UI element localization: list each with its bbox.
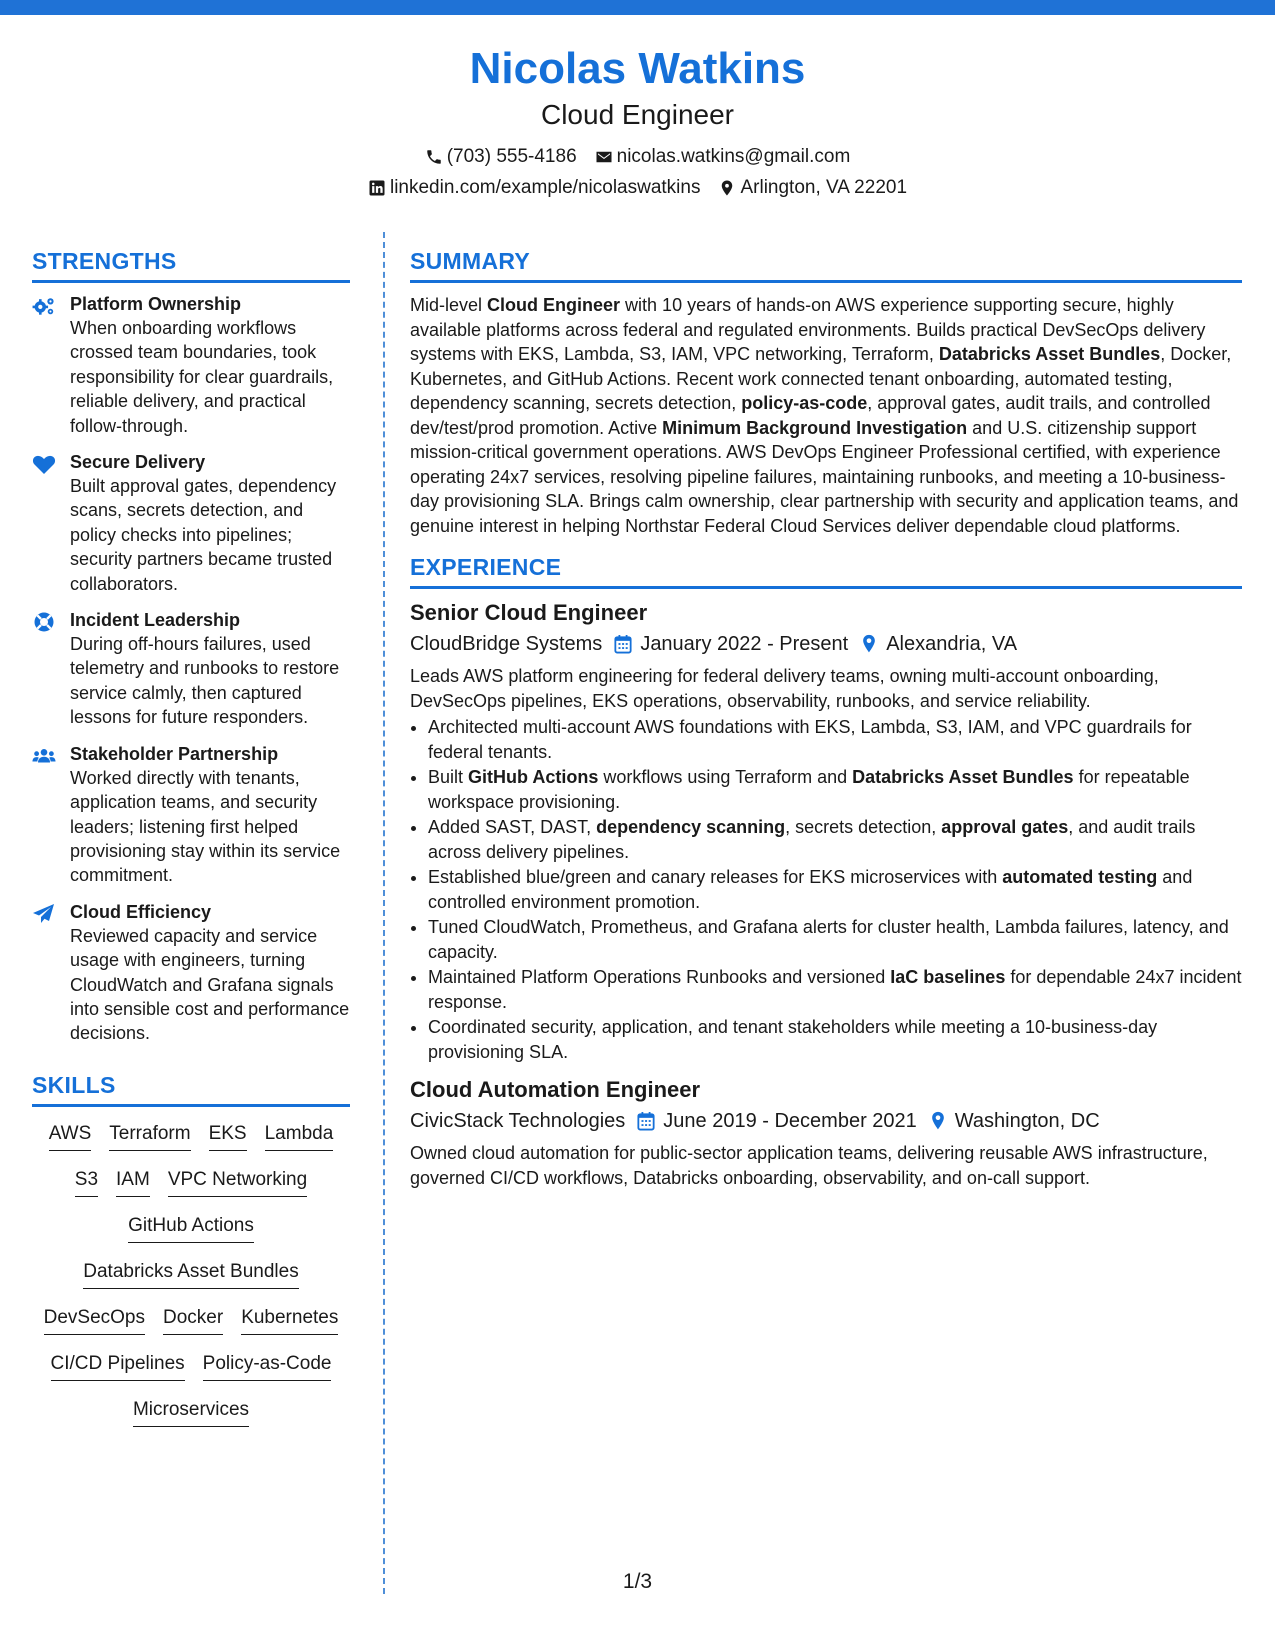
bold-text: Minimum Background Investigation [662, 417, 968, 438]
job-bullet [428, 815, 1242, 864]
strength-title: Stakeholder Partnership [70, 743, 279, 764]
job-bullet [428, 715, 1242, 764]
calendar-icon [637, 1111, 655, 1131]
strength-desc: Worked directly with tenants, application teams, and security leaders; listening first helped provisioning stay within its service commitment. [70, 767, 341, 886]
strength-desc: Reviewed capacity and service usage with engineers, turning CloudWatch and Grafana signals into sensible cost and performance decisions. [70, 925, 350, 1044]
text-segment: Mid-level [410, 295, 488, 315]
text-segment: for dependable 24x7 incident response. [428, 967, 1242, 1012]
paper-plane-icon [32, 903, 56, 925]
skill-tag: DevSecOps [44, 1305, 145, 1335]
skill-tag: Databricks Asset Bundles [83, 1259, 298, 1289]
job-location-text: Alexandria, VA [886, 633, 1018, 655]
strength-desc: When onboarding workflows crossed team boundaries, took responsibility for clear guardrails, reliable delivery, and practical follow-through. [70, 318, 334, 436]
text-segment: Coordinated security, application, and tenant stakeholders while meeting a 10-business-day provisioning SLA. [428, 1017, 1158, 1062]
calendar-icon [614, 634, 632, 654]
job-bullet [428, 865, 1242, 914]
text-segment: , approval gates, audit trails, and controlled dev/test/prod promotion. Active [410, 393, 1211, 438]
bold-text: policy-as-code [741, 393, 868, 413]
candidate-name: Nicolas Watkins [469, 44, 806, 93]
location-contact [718, 176, 907, 200]
strength-item [32, 293, 350, 438]
job-location [860, 630, 1017, 658]
job-bullet [428, 765, 1242, 814]
strengths-title: STRENGTHS [32, 246, 350, 283]
text-segment: Established blue/green and canary releases for EKS microservices with [428, 867, 1003, 887]
text-segment: Architected multi-account AWS foundations with EKS, Lambda, S3, IAM, and VPC guardrails for federal tenants. [428, 717, 1192, 762]
bold-text: Databricks Asset Bundles [852, 767, 1074, 787]
strength-item [32, 451, 350, 596]
linkedin-text: linkedin.com/example/nicolaswatkins [389, 177, 701, 198]
map-pin-icon [718, 179, 736, 197]
summary-title: SUMMARY [410, 246, 1242, 283]
users-icon [32, 745, 56, 767]
text-segment: Tuned CloudWatch, Prometheus, and Grafana alerts for cluster health, Lambda failures, latency, and capacity. [428, 917, 1229, 962]
right-column [410, 246, 1242, 1190]
gears-icon [32, 295, 56, 317]
skill-tag: GitHub Actions [128, 1213, 254, 1243]
text-segment: with 10 years of hands-on AWS experience supporting secure, highly available platforms across federal and regulated environments. Builds practical DevSecOps delivery systems with EKS, Lambda, S3, IAM, VPC networking, Terraform, [410, 295, 1206, 364]
page-number: 1/3 [622, 1570, 653, 1593]
strength-title: Cloud Efficiency [70, 901, 212, 922]
skill-tag: Terraform [109, 1121, 190, 1151]
strength-item [32, 743, 350, 888]
strength-item [32, 901, 350, 1046]
bold-text: approval gates [941, 817, 1069, 837]
job-bullet [428, 1015, 1242, 1064]
text-segment: , and audit trails across delivery pipelines. [428, 817, 1196, 862]
job-dates [637, 1107, 917, 1135]
column-divider [383, 232, 385, 1594]
strength-desc: During off-hours failures, used telemetry and runbooks to restore service calmly, then captured lessons for future responders. [70, 634, 340, 728]
skill-tag: Docker [163, 1305, 223, 1335]
text-segment: , Docker, Kubernetes, and GitHub Actions. Recent work connected tenant onboarding, automated testing, dependency scanning, secrets detection, [410, 344, 1232, 413]
map-pin-icon [929, 1111, 947, 1131]
skill-tag: Kubernetes [241, 1305, 338, 1335]
life-ring-icon [32, 611, 56, 633]
summary-text [410, 293, 1242, 538]
skills-list [32, 1121, 350, 1443]
strength-item [32, 609, 350, 730]
job-company: CloudBridge Systems [410, 633, 603, 655]
top-accent-bar [0, 0, 1275, 15]
contact-row-2 [0, 176, 1275, 200]
skill-tag: Policy-as-Code [203, 1351, 332, 1381]
job-bullets [410, 715, 1242, 1064]
skill-tag: EKS [209, 1121, 247, 1151]
candidate-role: Cloud Engineer [540, 99, 735, 130]
job-description: Owned cloud automation for public-sector application teams, delivering reusable AWS infrastructure, governed CI/CD workflows, Databricks onboarding, observability, and on-call support. [410, 1143, 1208, 1188]
text-segment: and controlled environment promotion. [428, 867, 1193, 912]
strength-desc: Built approval gates, dependency scans, secrets detection, and policy checks into pipelines; security partners became trusted collaborators. [70, 476, 337, 594]
job-bullet [428, 915, 1242, 964]
email-text: nicolas.watkins@gmail.com [616, 146, 851, 167]
strength-title: Platform Ownership [70, 294, 242, 314]
bold-text: dependency scanning [596, 817, 786, 837]
skill-tag: Microservices [133, 1397, 249, 1427]
text-segment: for repeatable workspace provisioning. [428, 767, 1190, 812]
jobs-list [410, 599, 1242, 1190]
text-segment: Maintained Platform Operations Runbooks and versioned [428, 967, 891, 987]
job-dates [614, 630, 848, 658]
phone-text: (703) 555-4186 [446, 146, 577, 167]
skill-tag: CI/CD Pipelines [51, 1351, 185, 1381]
bold-text: GitHub Actions [468, 767, 599, 787]
job-dates-text: January 2022 - Present [640, 633, 849, 655]
job-location-text: Washington, DC [954, 1110, 1100, 1132]
bold-text: Databricks Asset Bundles [938, 344, 1161, 364]
job-title: Senior Cloud Engineer [410, 600, 648, 625]
text-segment: and U.S. citizenship support mission-critical government operations. AWS DevOps Engineer Professional certified, with experience operating 24x7 services, resolving pipeline failures, maintaining runbooks, and meeting a 10-business-day provisioning SLA. Brings calm ownership, clear partnership with security and application teams, and genuine interest in helping Northstar Federal Cloud Services deliver dependable cloud platforms. [410, 417, 1239, 536]
strength-title: Incident Leadership [70, 610, 241, 631]
job-description: Leads AWS platform engineering for federal delivery teams, owning multi-account onboarding, DevSecOps pipelines, EKS operations, observability, runbooks, and service reliability. [410, 666, 1159, 711]
job-entry [410, 1076, 1242, 1190]
job-meta [410, 630, 1242, 658]
skill-tag: Lambda [265, 1121, 334, 1151]
heart-icon [32, 453, 56, 475]
resume-header [0, 42, 1275, 200]
linkedin-contact[interactable] [368, 176, 700, 200]
text-segment: Added SAST, DAST, [428, 817, 597, 837]
job-location [929, 1107, 1100, 1135]
map-pin-icon [860, 634, 878, 654]
job-dates-text: June 2019 - December 2021 [663, 1110, 917, 1132]
skill-tag: S3 [75, 1167, 98, 1197]
bold-text: Cloud Engineer [487, 295, 621, 315]
strength-title: Secure Delivery [70, 452, 206, 473]
contact-row-1 [0, 145, 1275, 169]
linkedin-icon [368, 179, 386, 197]
left-column [32, 246, 350, 1443]
phone-contact[interactable] [425, 145, 577, 169]
text-segment: Built [428, 767, 469, 787]
job-company: CivicStack Technologies [410, 1110, 626, 1132]
skills-title: SKILLS [32, 1070, 350, 1107]
bold-text: IaC baselines [890, 967, 1006, 987]
skill-tag: VPC Networking [168, 1167, 307, 1197]
envelope-icon [595, 148, 613, 166]
skill-tag: IAM [116, 1167, 150, 1197]
text-segment: workflows using Terraform and [598, 767, 853, 787]
experience-title: EXPERIENCE [410, 552, 1242, 589]
job-entry [410, 599, 1242, 1064]
job-bullet [428, 965, 1242, 1014]
location-text: Arlington, VA 22201 [740, 177, 908, 198]
skill-tag: AWS [49, 1121, 92, 1151]
job-meta [410, 1107, 1242, 1135]
job-title: Cloud Automation Engineer [410, 1077, 701, 1102]
text-segment: , secrets detection, [785, 817, 942, 837]
phone-icon [425, 148, 443, 166]
email-contact[interactable] [595, 145, 851, 169]
bold-text: automated testing [1002, 867, 1158, 887]
